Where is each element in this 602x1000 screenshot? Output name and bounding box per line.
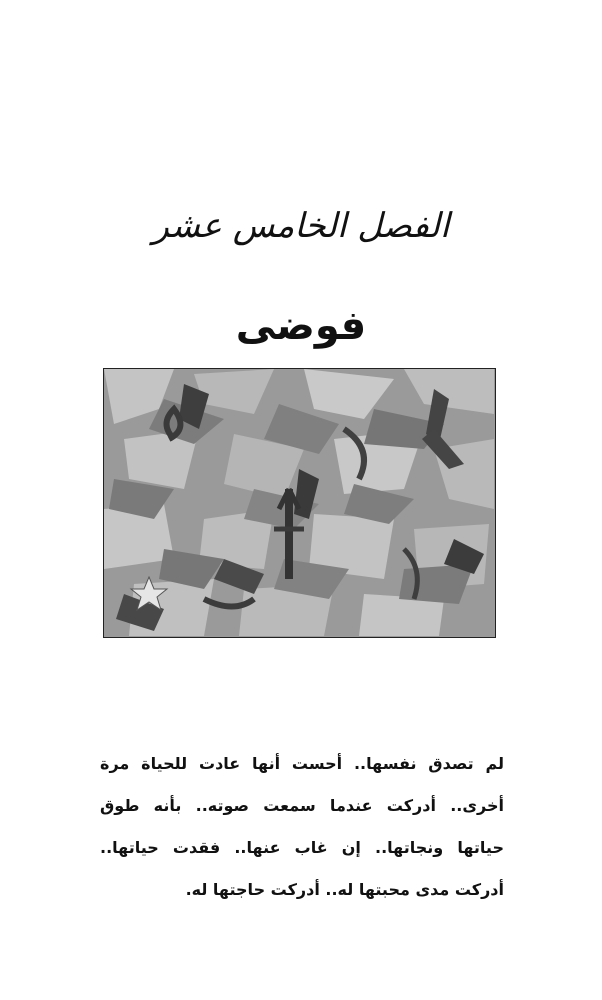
body-paragraph: لم تصدق نفسها.. أحست أنها عادت للحياة مرة أخرى.. أدركت عندما سمعت صوته.. بأنه طوق حياتها ونجاتها.. إن غاب عنها.. فقدت حياتها.. أدركت مدى محبتها له.. أدركت حاجتها له. xyxy=(100,754,504,899)
chapter-illustration xyxy=(103,368,496,638)
body-text xyxy=(100,743,504,911)
abstract-torn-paper-image xyxy=(104,369,494,636)
chapter-title: فوضى xyxy=(235,303,367,349)
chapter-heading: الفصل الخامس عشر xyxy=(152,206,450,246)
